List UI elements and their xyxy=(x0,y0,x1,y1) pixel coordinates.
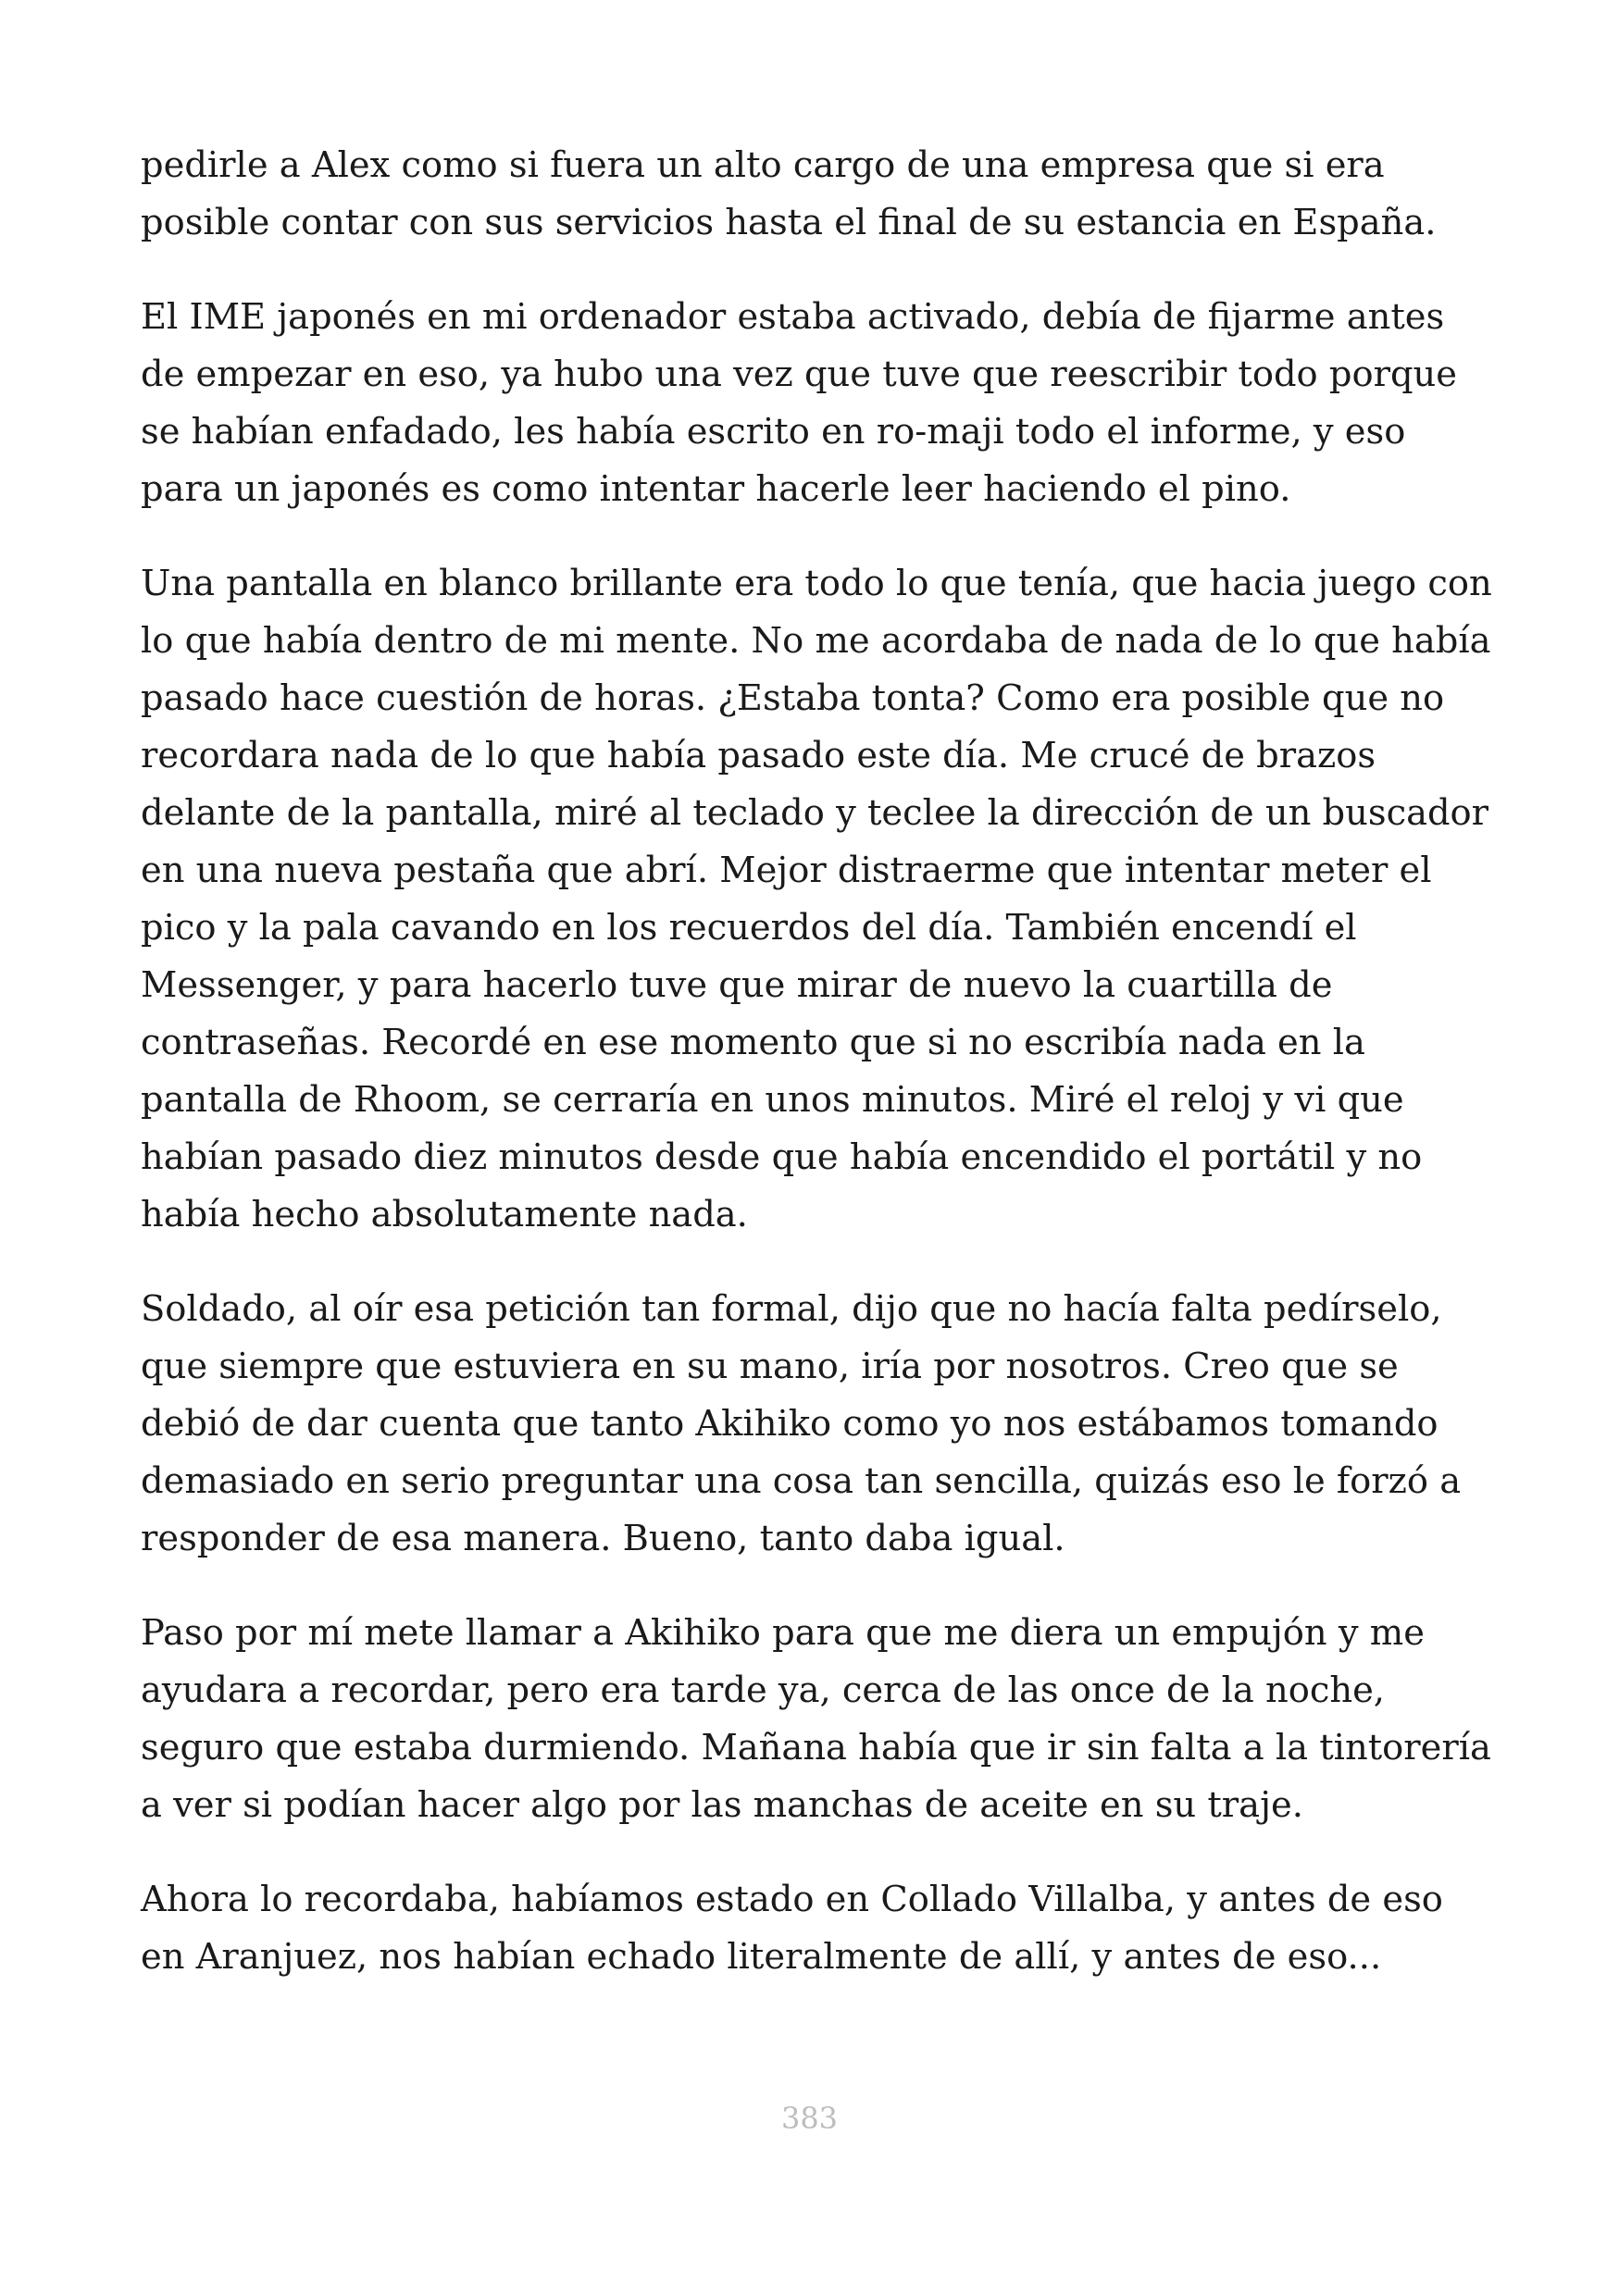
paragraph xyxy=(141,555,1492,1244)
page-number: 383 xyxy=(780,2101,839,2136)
text-line: lo que había dentro de mi mente. No me acordaba de nada de lo que había xyxy=(141,620,1491,662)
text-line: demasiado en serio preguntar una cosa tan sencilla, quizás eso le forzó a xyxy=(141,1460,1462,1502)
text-line: a ver si podían hacer algo por las manchas de aceite en su traje. xyxy=(141,1784,1303,1826)
text-line: de empezar en eso, ya hubo una vez que tuve que reescribir todo porque xyxy=(141,354,1457,395)
text-line: delante de la pantalla, miré al teclado y teclee la dirección de un buscador xyxy=(141,792,1489,834)
text-line: posible contar con sus servicios hasta el final de su estancia en España. xyxy=(141,202,1437,243)
text-line: había hecho absolutamente nada. xyxy=(141,1194,748,1235)
text-line: responder de esa manera. Bueno, tanto daba igual. xyxy=(141,1518,1065,1559)
text-line: en una nueva pestaña que abrí. Mejor distraerme que intentar meter el xyxy=(141,850,1432,891)
paragraph xyxy=(141,137,1492,252)
text-line: El IME japonés en mi ordenador estaba activado, debía de fijarme antes xyxy=(141,296,1445,338)
text-line: para un japonés es como intentar hacerle leer haciendo el pino. xyxy=(141,468,1291,510)
text-line: pedirle a Alex como si fuera un alto cargo de una empresa que si era xyxy=(141,144,1385,186)
text-line: se habían enfadado, les había escrito en ro-maji todo el informe, y eso xyxy=(141,411,1406,453)
text-line: contraseñas. Recordé en ese momento que si no escribía nada en la xyxy=(141,1022,1365,1063)
text-line: en Aranjuez, nos habían echado literalmente de allí, y antes de eso... xyxy=(141,1936,1382,1978)
text-line: habían pasado diez minutos desde que había encendido el portátil y no xyxy=(141,1136,1423,1178)
text-line: Messenger, y para hacerlo tuve que mirar de nuevo la cuartilla de xyxy=(141,964,1333,1006)
paragraph xyxy=(141,1605,1492,1834)
paragraph xyxy=(141,1281,1492,1568)
text-line: recordara nada de lo que había pasado este día. Me crucé de brazos xyxy=(141,735,1376,776)
text-line: pasado hace cuestión de horas. ¿Estaba tonta? Como era posible que no xyxy=(141,677,1445,719)
text-line: seguro que estaba durmiendo. Mañana había que ir sin falta a la tintorería xyxy=(141,1727,1491,1769)
text-line: Una pantalla en blanco brillante era todo lo que tenía, que hacia juego con xyxy=(141,563,1492,604)
text-line: Ahora lo recordaba, habíamos estado en Collado Villalba, y antes de eso xyxy=(141,1879,1443,1920)
paragraph xyxy=(141,289,1492,518)
text-line: Paso por mí mete llamar a Akihiko para que me diera un empujón y me xyxy=(141,1612,1425,1654)
text-line: debió de dar cuenta que tanto Akihiko como yo nos estábamos tomando xyxy=(141,1403,1438,1445)
text-line: que siempre que estuviera en su mano, iría por nosotros. Creo que se xyxy=(141,1346,1399,1387)
text-line: pico y la pala cavando en los recuerdos del día. También encendí el xyxy=(141,907,1357,949)
text-line: pantalla de Rhoom, se cerraría en unos minutos. Miré el reloj y vi que xyxy=(141,1079,1404,1121)
text-line: ayudara a recordar, pero era tarde ya, cerca de las once de la noche, xyxy=(141,1669,1386,1711)
paragraph xyxy=(141,1871,1492,1986)
page-body xyxy=(141,137,1492,2023)
text-line: Soldado, al oír esa petición tan formal, dijo que no hacía falta pedírselo, xyxy=(141,1288,1442,1330)
